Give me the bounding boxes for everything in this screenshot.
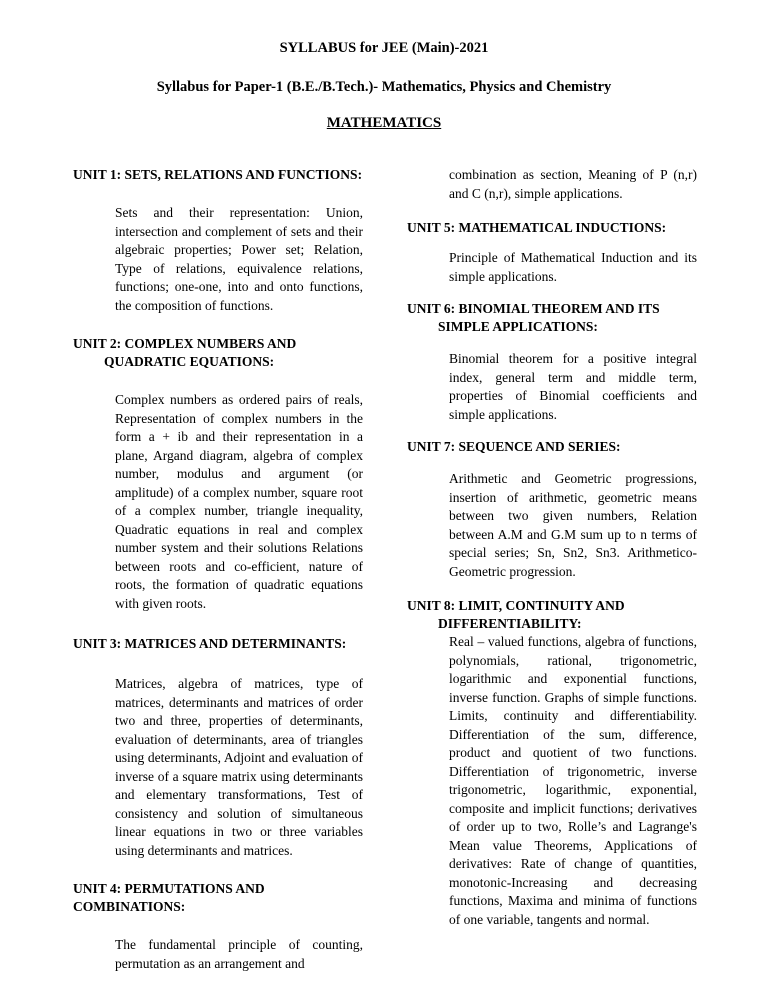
unit-2-heading: UNIT 2: COMPLEX NUMBERS AND QUADRATIC EQUATIONS: [73,336,297,369]
unit-4-body-continued: combination as section, Meaning of P (n,r) and C (n,r), simple applications. [449,167,697,201]
unit-5-heading: UNIT 5: MATHEMATICAL INDUCTIONS: [407,220,667,235]
unit-8-body: Real – valued functions, algebra of functions, polynomials, rational, trigonometric, logarithmic and exponential functions, inverse function. Graphs of simple functions. Limits, continuity and differentiability. Differentiation of the sum, difference, product and quotient of two functions. Differentiation of trigonometric, inverse trigonometric, logarithmic, exponential, composite and implicit functions; derivatives of order up to two, Rolle’s and Lagrange's Mean value Theorems, Applications of derivatives: Rate of change of quantities, monotonic-Increasing and decreasing functions, Maxima and minima of functions of one variable, tangents and normal. [449,634,697,927]
unit-6-body: Binomial theorem for a positive integral index, general term and middle term, properties of Binomial coefficients and simple applications. [449,351,697,422]
document-title: SYLLABUS for JEE (Main)-2021 [279,40,489,56]
section-heading [0,115,768,132]
section-heading-text: MATHEMATICS [326,115,442,131]
unit-1-heading: UNIT 1: SETS, RELATIONS AND FUNCTIONS: [73,167,363,182]
unit-4-heading: UNIT 4: PERMUTATIONS AND COMBINATIONS: [73,881,265,914]
document-subtitle: Syllabus for Paper-1 (B.E./B.Tech.)- Mathematics, Physics and Chemistry [156,79,612,95]
unit-1-body: Sets and their representation: Union, intersection and complement of sets and their algebraic properties; Power set; Relation, Type of relations, equivalence relations, functions; one-one, into and onto functions, the composition of functions. [115,205,363,313]
unit-2-body: Complex numbers as ordered pairs of reals, Representation of complex numbers in the form a + ib and their representation in a plane, Argand diagram, algebra of complex number, modulus and argument (or amplitude) of a complex number, square root of a complex number, triangle inequality, Quadratic equations in real and complex number system and their solutions Relations between roots and co-efficient, nature of roots, the formation of quadratic equations with given roots. [115,392,363,611]
unit-6-heading: UNIT 6: BINOMIAL THEOREM AND ITS SIMPLE APPLICATIONS: [407,301,660,334]
unit-5-body: Principle of Mathematical Induction and its simple applications. [449,250,697,284]
unit-4-body: The fundamental principle of counting, permutation as an arrangement and [115,937,363,971]
left-column [73,166,363,973]
unit-7-body: Arithmetic and Geometric progressions, insertion of arithmetic, geometric means between two given numbers, Relation between A.M and G.M sum up to n terms of special series; Sn, Sn2, Sn3. Arithmetico-Geometric progression. [449,471,697,579]
unit-3-body: Matrices, algebra of matrices, type of matrices, determinants and matrices of order two and three, properties of determinants, evaluation of determinants, area of triangles using determinants, Adjoint and evaluation of inverse of a square matrix using determinants and elementary transformations, Test of consistency and solution of simultaneous linear equations in two or three variables using determinants and matrices. [115,676,363,858]
right-column [407,166,697,929]
unit-8-heading: UNIT 8: LIMIT, CONTINUITY AND DIFFERENTIABILITY: [407,598,625,631]
unit-7-heading: UNIT 7: SEQUENCE AND SERIES: [407,439,621,454]
unit-3-heading: UNIT 3: MATRICES AND DETERMINANTS: [73,636,347,651]
